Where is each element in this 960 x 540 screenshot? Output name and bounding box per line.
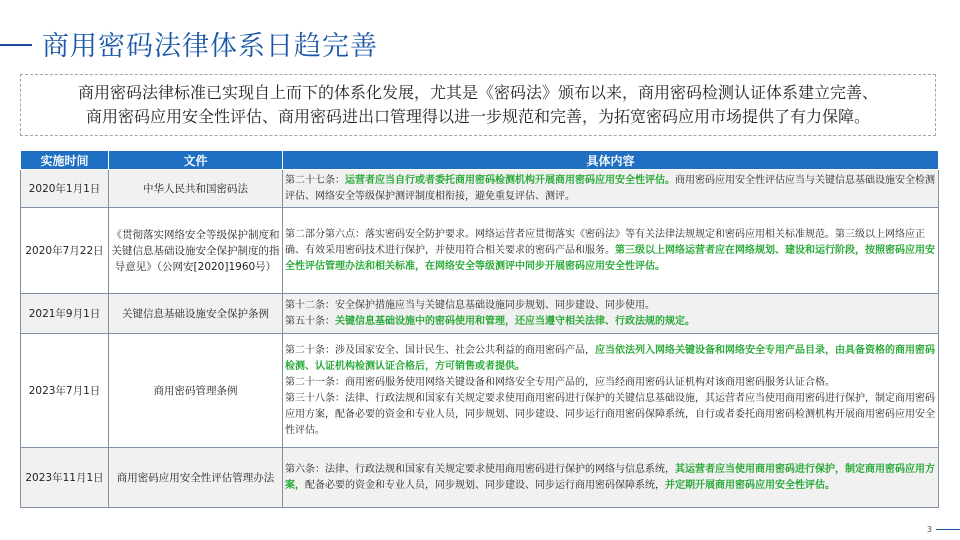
table-row bbox=[21, 170, 939, 208]
table-row bbox=[21, 448, 939, 508]
row-doc: 关键信息基础设施安全保护条例 bbox=[109, 294, 283, 334]
law-table bbox=[20, 150, 939, 508]
intro-line-2: 商用密码应用安全性评估、商用密码进出口管理得以进一步规范和完善，为拓宽密码应用市场提供了有力保障。 bbox=[85, 107, 870, 126]
content-text: 第二十一条：商用密码服务使用网络关键设备和网络安全专用产品的，应当经商用密码认证机构对该商用密码服务认证合格。 bbox=[285, 376, 835, 388]
row-date: 2023年7月1日 bbox=[21, 334, 109, 448]
row-date: 2023年11月1日 bbox=[21, 448, 109, 508]
content-text: 第二十七条： bbox=[285, 174, 345, 186]
row-doc: 《贯彻落实网络安全等级保护制度和关键信息基础设施安全保护制度的指导意见》（公网安[2020]1960号） bbox=[109, 208, 283, 294]
row-content bbox=[283, 208, 939, 294]
row-date: 2021年9月1日 bbox=[21, 294, 109, 334]
highlighted-text: 应当依法列入网络关键设备和网络安全专用产品目录，由具备资格的商用密码检测、认证机构检测认证合格后，方可销售或者提供。 bbox=[285, 344, 935, 372]
highlighted-text: 第三级以上网络运营者应在网络规划、建设和运行阶段，按照密码应用安全性评估管理办法和相关标准，在网络安全等级测评中同步开展密码应用安全性评估。 bbox=[285, 244, 935, 272]
highlighted-text: 并定期开展商用密码应用安全性评估。 bbox=[665, 479, 835, 491]
content-text: 配备必要的资金和专业人员，同步规划、同步建设、同步运行商用密码保障系统， bbox=[305, 479, 665, 491]
header-content: 具体内容 bbox=[283, 151, 939, 170]
content-text: 第十二条：安全保护措施应当与关键信息基础设施同步规划、同步建设、同步使用。 bbox=[285, 299, 655, 311]
row-content bbox=[283, 170, 939, 208]
highlighted-text: 其运营者应当使用商用密码进行保护，制定商用密码应用方案， bbox=[285, 463, 935, 491]
content-text: 第五十条： bbox=[285, 315, 335, 327]
row-doc: 商用密码应用安全性评估管理办法 bbox=[109, 448, 283, 508]
content-text: 第六条：法律、行政法规和国家有关规定要求使用商用密码进行保护的网络与信息系统， bbox=[285, 463, 675, 475]
title-bar bbox=[0, 14, 960, 62]
row-content bbox=[283, 334, 939, 448]
table-row bbox=[21, 334, 939, 448]
table-header-row bbox=[21, 151, 939, 170]
row-date: 2020年1月1日 bbox=[21, 170, 109, 208]
content-text: 第二十条：涉及国家安全、国计民生、社会公共利益的商用密码产品， bbox=[285, 344, 595, 356]
highlighted-text: 运营者应当自行或者委托商用密码检测机构开展商用密码应用安全性评估。 bbox=[345, 174, 675, 186]
title-accent-line bbox=[0, 44, 32, 46]
row-doc: 中华人民共和国密码法 bbox=[109, 170, 283, 208]
header-doc: 文件 bbox=[109, 151, 283, 170]
content-text: 第二部分第六点：落实密码安全防护要求。网络运营者应贯彻落实《密码法》等有关法律法规规定和密码应用相关标准规范。第三级以上网络应正确、有效采用密码技术进行保护，并使用符合相关要求的密码产品和服务。 bbox=[285, 228, 925, 256]
intro-box bbox=[20, 74, 936, 136]
page-number: 3 bbox=[926, 525, 932, 534]
page-accent-line bbox=[936, 529, 960, 530]
row-doc: 商用密码管理条例 bbox=[109, 334, 283, 448]
row-date: 2020年7月22日 bbox=[21, 208, 109, 294]
highlighted-text: 关键信息基础设施中的密码使用和管理，还应当遵守相关法律、行政法规的规定。 bbox=[335, 315, 695, 327]
table-row bbox=[21, 208, 939, 294]
row-content bbox=[283, 294, 939, 334]
row-content bbox=[283, 448, 939, 508]
content-text: 商用密码应用安全性评估应当与关键信息基础设施安全检测评估、网络安全等级保护测评制度相衔接，避免重复评估、测评。 bbox=[285, 174, 935, 202]
content-text: 第三十八条：法律、行政法规和国家有关规定要求使用商用密码进行保护的关键信息基础设施，其运营者应当使用商用密码进行保护，制定商用密码应用方案，配备必要的资金和专业人员，同步规划、同步建设、同步运行商用密码保障系统，自行或者委托商用密码检测机构开展商用密码应用安全性评估。 bbox=[285, 392, 935, 436]
intro-line-1: 商用密码法律标准已实现自上而下的体系化发展，尤其是《密码法》颁布以来，商用密码检测认证体系建立完善、 bbox=[77, 83, 878, 102]
header-date: 实施时间 bbox=[21, 151, 109, 170]
table-row bbox=[21, 294, 939, 334]
page-title: 商用密码法律体系日趋完善 bbox=[42, 31, 378, 62]
